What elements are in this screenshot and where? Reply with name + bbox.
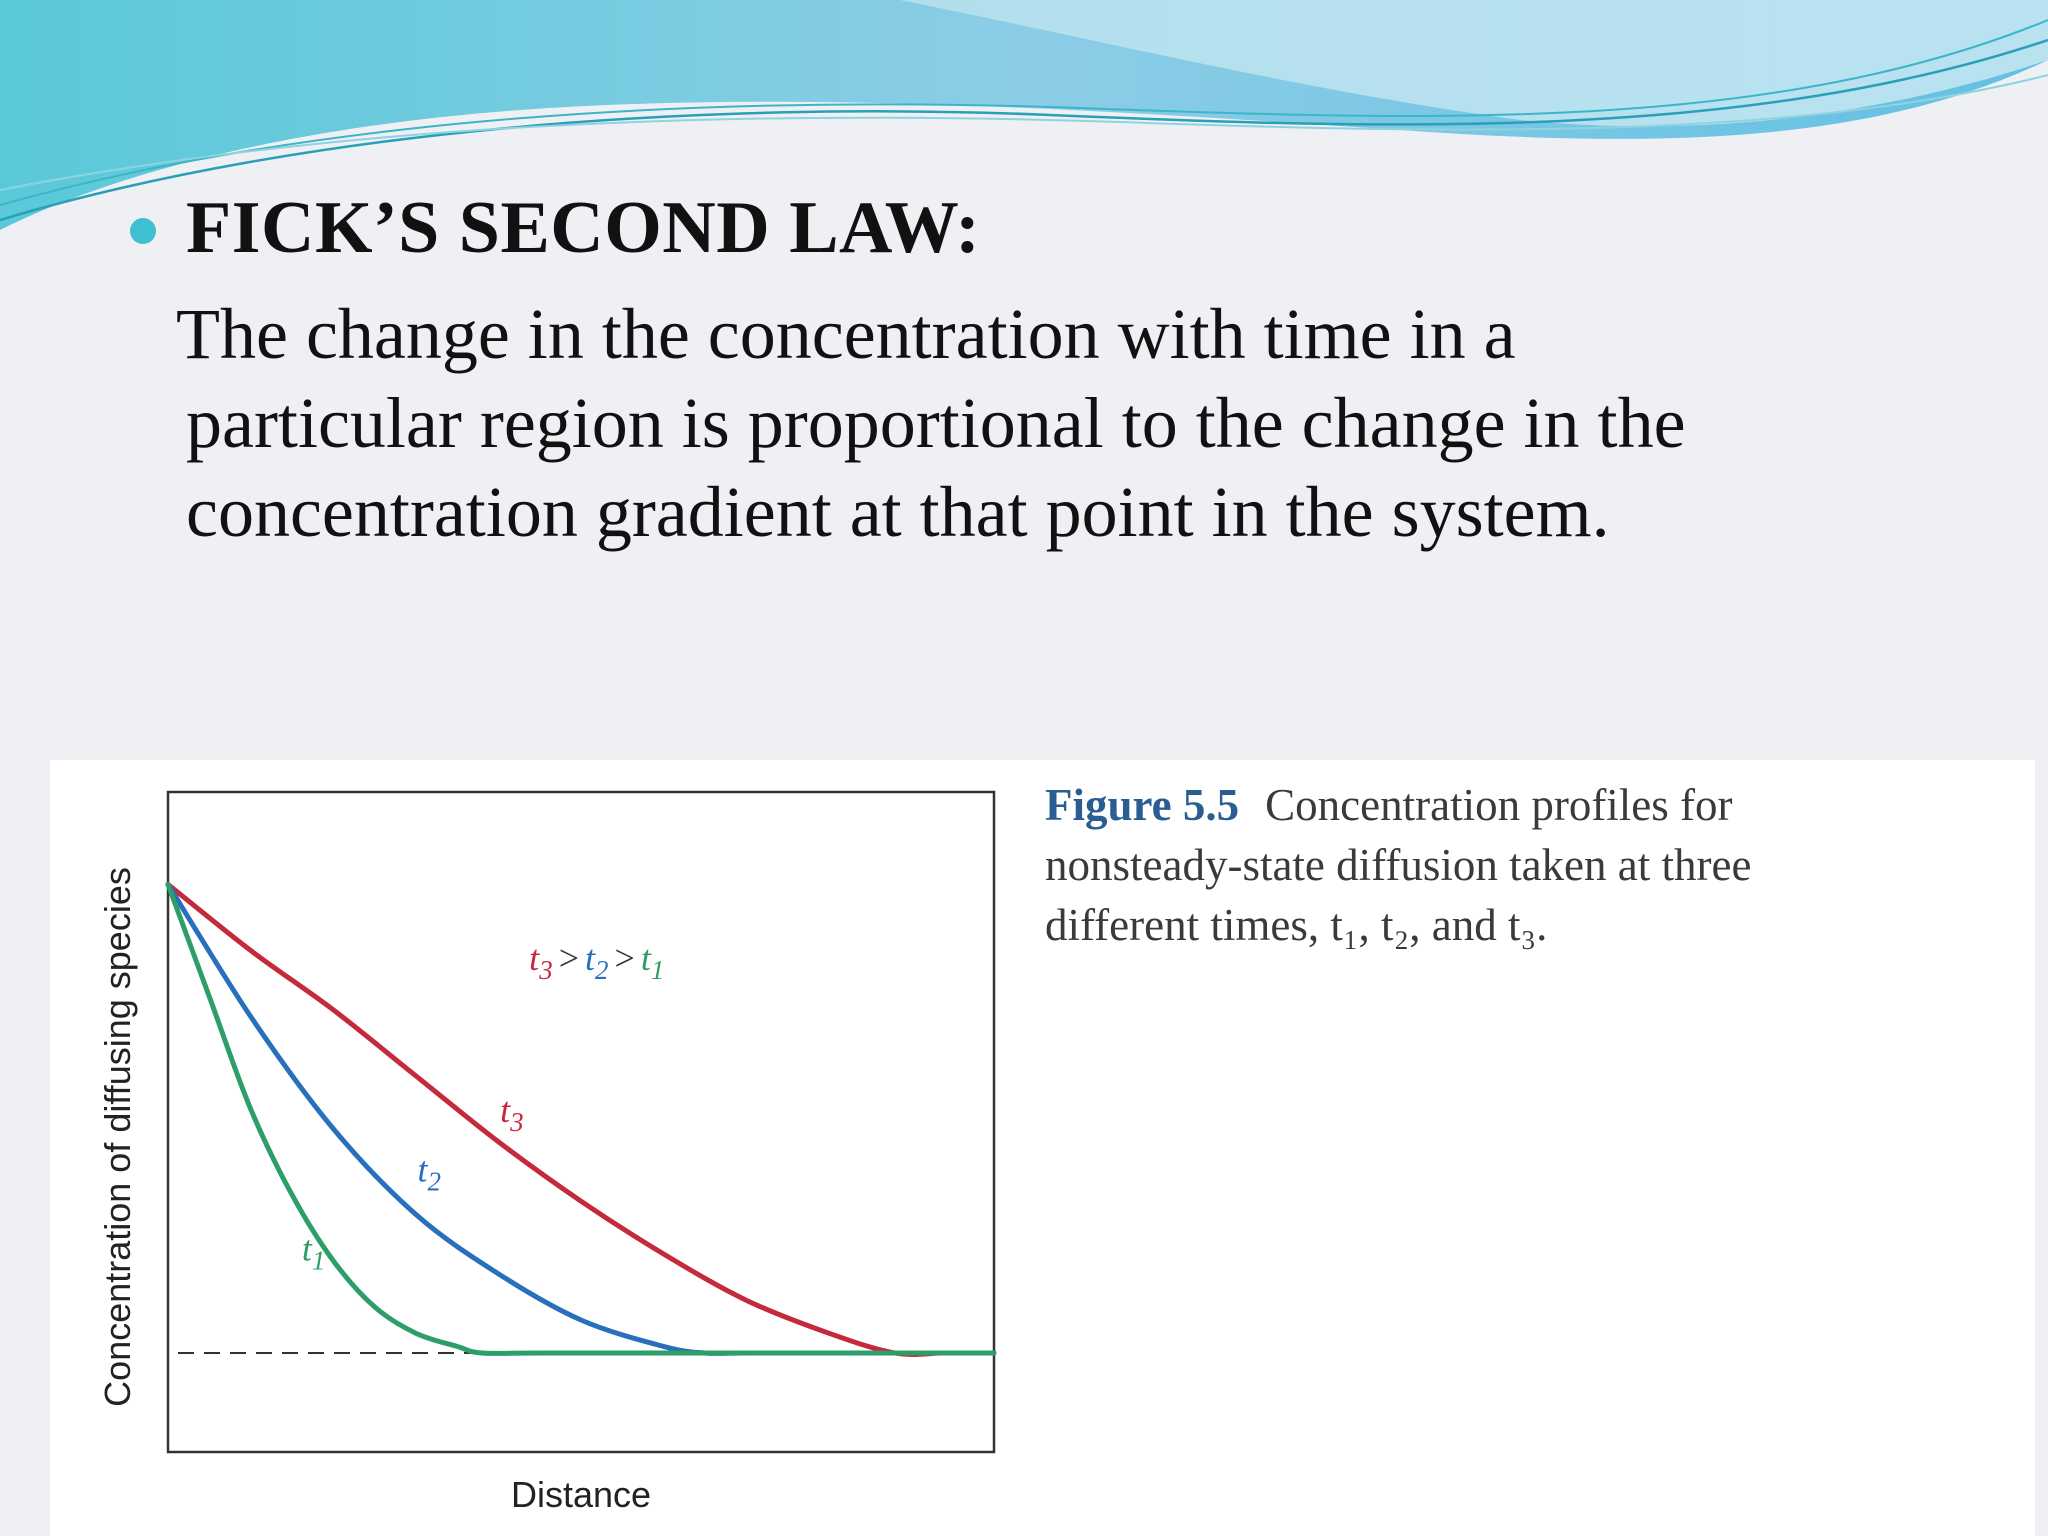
caption-line: nonsteady-state diffusion taken at three (1045, 840, 1752, 890)
body-line: The change in the concentration with time in a (176, 294, 1516, 374)
y-axis-label: Concentration of diffusing species (97, 867, 138, 1407)
x-axis-label: Distance (510, 1474, 652, 1515)
series-label-t1: $t_1$ (301, 1228, 326, 1276)
body-line: particular region is proportional to the change in the (186, 383, 1686, 463)
slide-heading: FICK’S SECOND LAW: (186, 187, 981, 269)
series-label-t2: $t_2$ (417, 1149, 442, 1197)
figure-caption (1045, 775, 1985, 955)
caption-line: Concentration profiles for (1265, 780, 1733, 830)
time-order-annotation: $t_3 > t_2 > t_1$ (529, 938, 665, 986)
caption-line: different times, t₁, t₂, and t₃. (1045, 900, 1548, 950)
series-label-t3: $t_3$ (500, 1090, 524, 1137)
figure-label: Figure 5.5 (1045, 780, 1240, 830)
body-line: concentration gradient at that point in the system. (186, 472, 1610, 552)
